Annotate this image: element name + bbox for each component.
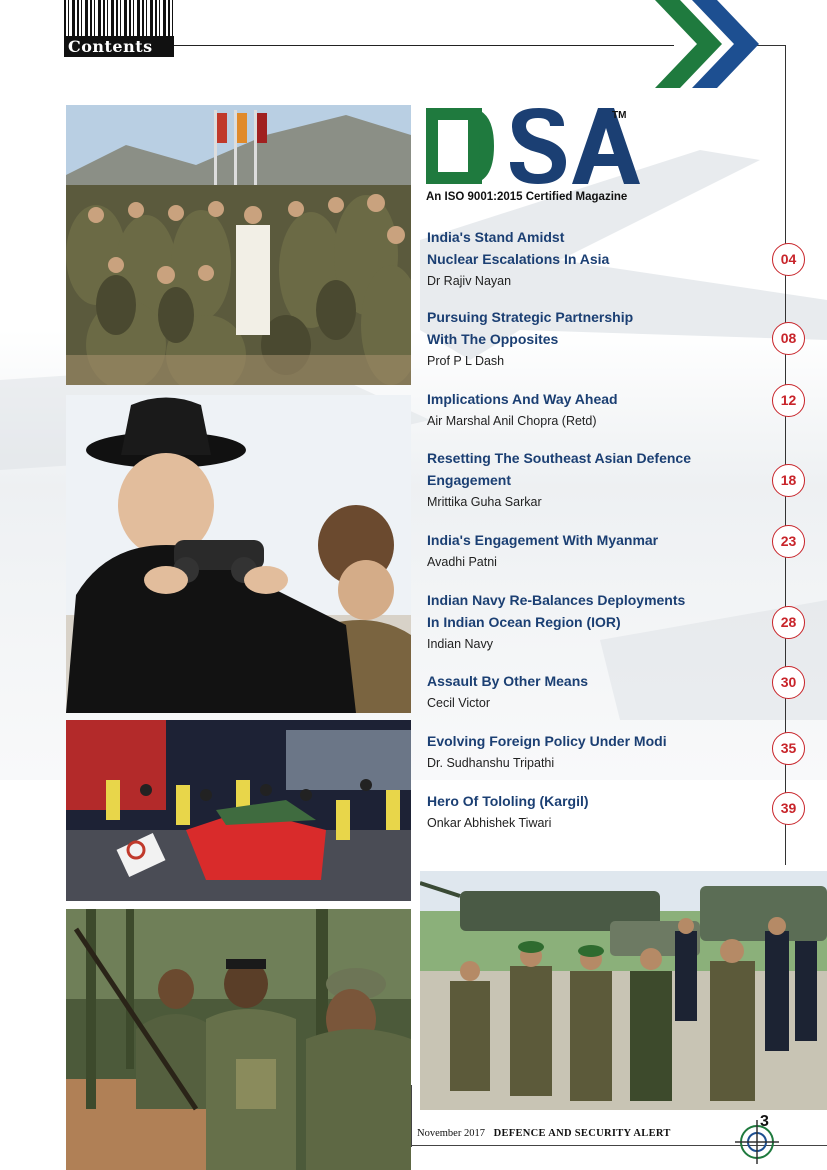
- toc-title: [427, 306, 817, 350]
- toc-entry[interactable]: [427, 670, 817, 713]
- toc-title: Implications And Way Ahead: [427, 391, 618, 407]
- toc-title-line: Nuclear Escalations In Asia: [427, 251, 610, 267]
- toc-title-line: Engagement: [427, 472, 512, 488]
- page-number-badge: 35: [772, 732, 805, 765]
- toc-entry[interactable]: [427, 447, 817, 512]
- toc-entry[interactable]: [427, 529, 817, 572]
- toc-title-line: India's Stand Amidst: [427, 229, 565, 245]
- toc-title: Assault By Other Means: [427, 673, 589, 689]
- toc-title: [427, 447, 817, 491]
- header-rule: [174, 45, 674, 46]
- toc-title-line: With The Opposites: [427, 331, 559, 347]
- chevron-arrows-icon: [650, 0, 760, 88]
- toc-title: India's Engagement With Myanmar: [427, 532, 659, 548]
- toc-title: Evolving Foreign Policy Under Modi: [427, 733, 667, 749]
- toc-title-line: Resetting The Southeast Asian Defence: [427, 450, 691, 466]
- toc-author: Dr Rajiv Nayan: [427, 274, 512, 288]
- issue-date: November 2017: [417, 1128, 485, 1139]
- page-number-badge: 30: [772, 666, 805, 699]
- crash-rescue-photo: [66, 720, 411, 901]
- toc-title-line: Indian Navy Re-Balances Deployments: [427, 592, 686, 608]
- footer-text: [417, 1128, 671, 1139]
- page-number-badge: 08: [772, 322, 805, 355]
- officers-tanks-photo: [420, 871, 827, 1110]
- toc-author: Cecil Victor: [427, 696, 490, 710]
- toc-entry[interactable]: [427, 388, 817, 431]
- page-number-badge: 39: [772, 792, 805, 825]
- toc-author: Air Marshal Anil Chopra (Retd): [427, 414, 597, 428]
- toc-title: [427, 589, 817, 633]
- toc-entry[interactable]: [427, 306, 817, 371]
- page-number-badge: 23: [772, 525, 805, 558]
- toc-author: Indian Navy: [427, 637, 494, 651]
- magazine-name: DEFENCE AND SECURITY ALERT: [493, 1128, 671, 1139]
- crosshair-target-icon: [733, 1118, 781, 1166]
- toc-author: Prof P L Dash: [427, 354, 505, 368]
- troops-group-photo: [66, 105, 411, 385]
- toc-entry[interactable]: [427, 730, 817, 773]
- contents-heading: Contents: [64, 36, 174, 57]
- toc-entry[interactable]: [427, 790, 817, 833]
- page-number-badge: 04: [772, 243, 805, 276]
- page-number: 3: [760, 1113, 769, 1130]
- jungle-soldiers-photo: [66, 909, 411, 1170]
- leader-binoculars-photo: [66, 395, 411, 713]
- barcode-icon: [64, 0, 174, 38]
- toc-author: Onkar Abhishek Tiwari: [427, 816, 552, 830]
- toc-author: Dr. Sudhanshu Tripathi: [427, 756, 555, 770]
- page-number-badge: 12: [772, 384, 805, 417]
- toc-title: Hero Of Tololing (Kargil): [427, 793, 589, 809]
- toc-title-line: In Indian Ocean Region (IOR): [427, 614, 621, 630]
- page-number-badge: 28: [772, 606, 805, 639]
- magazine-tagline: An ISO 9001:2015 Certified Magazine: [426, 191, 628, 203]
- toc-entry[interactable]: [427, 226, 817, 291]
- page-number-badge: 18: [772, 464, 805, 497]
- footer-rule-vertical: [411, 1085, 412, 1147]
- toc-title: [427, 226, 817, 270]
- toc-title-line: Pursuing Strategic Partnership: [427, 309, 634, 325]
- dsa-logo: [424, 104, 644, 189]
- toc-author: Mrittika Guha Sarkar: [427, 495, 542, 509]
- toc-author: Avadhi Patni: [427, 555, 497, 569]
- trademark-mark: TM: [612, 110, 627, 121]
- toc-entry[interactable]: [427, 589, 817, 654]
